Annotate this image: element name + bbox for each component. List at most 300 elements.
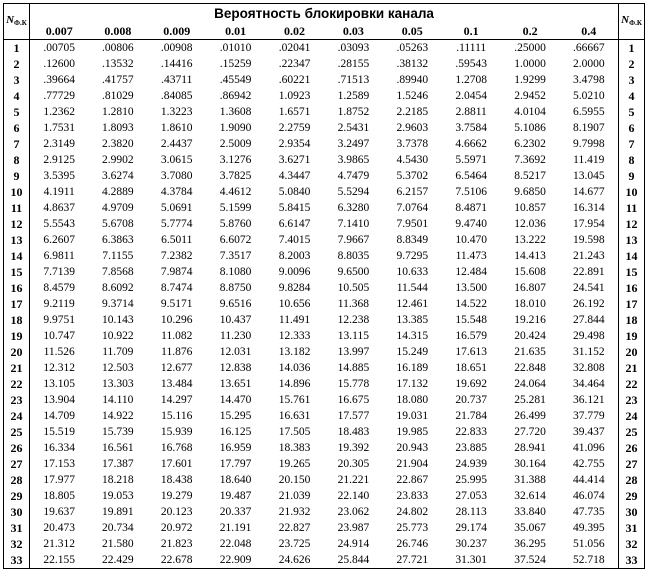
traffic-value-cell: .86942 — [219, 90, 252, 102]
traffic-value-cell: 7.1155 — [102, 250, 134, 262]
traffic-value-cell: 22.848 — [514, 362, 546, 374]
traffic-value-cell: 9.3714 — [102, 298, 134, 310]
traffic-value-cell: 9.6500 — [337, 266, 370, 278]
traffic-value-cell: .81029 — [102, 90, 134, 102]
traffic-value-cell: 23.885 — [455, 442, 487, 454]
traffic-value-cell: 17.132 — [396, 378, 429, 390]
row-index-right: 10 — [619, 184, 645, 200]
row-index-right: 28 — [619, 472, 645, 488]
traffic-value-cell: 13.484 — [160, 378, 193, 390]
traffic-value-cell: 24.939 — [455, 458, 487, 470]
traffic-value-cell: 8.1080 — [219, 266, 252, 278]
traffic-value-cell: 28.113 — [455, 506, 487, 518]
traffic-value-cell: 23.833 — [396, 490, 429, 502]
column-header-0.03: 0.03 — [324, 23, 383, 40]
row-index-left: 7 — [4, 136, 30, 152]
traffic-value-cell: 12.036 — [514, 218, 546, 230]
row-index-left: 6 — [4, 120, 30, 136]
traffic-value-cell: 14.522 — [455, 298, 487, 310]
traffic-value-cell: 49.395 — [572, 522, 605, 534]
traffic-value-cell: .00806 — [102, 42, 134, 54]
row-index-right: 25 — [619, 424, 645, 440]
column-header-0.008: 0.008 — [88, 23, 147, 40]
table-row — [4, 280, 645, 296]
traffic-value-cell: 3.6274 — [102, 170, 134, 182]
traffic-value-cell: 16.189 — [396, 362, 429, 374]
traffic-value-cell: 13.651 — [219, 378, 252, 390]
table-row — [4, 424, 645, 440]
row-index-right: 3 — [619, 72, 645, 88]
traffic-value-cell: 19.637 — [43, 506, 75, 518]
traffic-value-cell: .14416 — [160, 58, 193, 70]
row-index-left: 11 — [4, 200, 30, 216]
traffic-value-cell: 1.2589 — [337, 90, 370, 102]
traffic-value-cell: .00908 — [160, 42, 193, 54]
column-header-0.2: 0.2 — [501, 23, 560, 40]
traffic-value-cell: .71513 — [337, 74, 370, 86]
traffic-value-cell: 32.808 — [572, 362, 605, 374]
traffic-value-cell: 9.8284 — [278, 282, 311, 294]
row-index-left: 19 — [4, 328, 30, 344]
traffic-value-cell: 14.709 — [43, 410, 75, 422]
traffic-value-cell: 26.746 — [396, 538, 429, 550]
traffic-value-cell: 26.499 — [514, 410, 546, 422]
traffic-value-cell: 19.279 — [160, 490, 193, 502]
traffic-value-cell: 23.725 — [278, 538, 311, 550]
traffic-value-cell: 14.896 — [278, 378, 311, 390]
traffic-value-cell: 16.579 — [455, 330, 487, 342]
traffic-value-cell: 6.3280 — [337, 202, 370, 214]
traffic-value-cell: 22.891 — [572, 266, 605, 278]
traffic-value-cell: 24.626 — [265, 552, 324, 569]
traffic-value-cell: 20.150 — [278, 474, 311, 486]
row-index-right: 30 — [619, 504, 645, 520]
traffic-value-cell: .05263 — [396, 42, 429, 54]
row-index-left: 26 — [4, 440, 30, 456]
traffic-value-cell: 22.429 — [88, 552, 147, 569]
traffic-value-cell: .25000 — [514, 42, 546, 54]
traffic-value-cell: 9.7295 — [396, 250, 429, 262]
row-index-left: 23 — [4, 392, 30, 408]
traffic-value-cell: 11.473 — [455, 250, 487, 262]
traffic-value-cell: 2.9452 — [514, 90, 546, 102]
row-index-left: 18 — [4, 312, 30, 328]
traffic-value-cell: 27.721 — [383, 552, 442, 569]
traffic-value-cell: 11.544 — [396, 282, 428, 294]
traffic-value-cell: 11.419 — [573, 154, 605, 166]
traffic-value-cell: 1.2810 — [102, 106, 134, 118]
traffic-value-cell: 21.039 — [278, 490, 311, 502]
traffic-value-cell: 18.805 — [43, 490, 75, 502]
traffic-value-cell: 19.265 — [278, 458, 311, 470]
row-index-left: 8 — [4, 152, 30, 168]
traffic-value-cell: 18.010 — [514, 298, 546, 310]
traffic-value-cell: 21.221 — [337, 474, 370, 486]
traffic-value-cell: 14.677 — [572, 186, 605, 198]
traffic-value-cell: 1.5246 — [396, 90, 429, 102]
table-title: Вероятность блокировки канала — [30, 4, 619, 24]
traffic-value-cell: 24.914 — [337, 538, 370, 550]
traffic-value-cell: 21.784 — [455, 410, 487, 422]
traffic-value-cell: 3.2497 — [337, 138, 370, 150]
traffic-value-cell: 2.5431 — [337, 122, 370, 134]
traffic-value-cell: 6.2607 — [43, 234, 75, 246]
traffic-value-cell: 6.2302 — [514, 138, 546, 150]
traffic-value-cell: 18.483 — [337, 426, 370, 438]
traffic-value-cell: 15.548 — [455, 314, 487, 326]
traffic-value-cell: 20.305 — [337, 458, 370, 470]
table-row — [4, 296, 645, 312]
traffic-value-cell: 17.153 — [43, 458, 75, 470]
traffic-value-cell: 24.064 — [514, 378, 546, 390]
row-index-left: 17 — [4, 296, 30, 312]
traffic-value-cell: 17.387 — [102, 458, 134, 470]
traffic-value-cell: 6.9811 — [43, 250, 75, 262]
traffic-value-cell: 5.1086 — [514, 122, 546, 134]
traffic-value-cell: 19.216 — [514, 314, 546, 326]
table-row — [4, 216, 645, 232]
row-index-right: 17 — [619, 296, 645, 312]
traffic-value-cell: 30.237 — [455, 538, 487, 550]
traffic-value-cell: 15.608 — [514, 266, 546, 278]
traffic-value-cell: 21.635 — [514, 346, 546, 358]
traffic-value-cell: 34.464 — [572, 378, 605, 390]
traffic-value-cell: 15.939 — [160, 426, 193, 438]
table-row — [4, 72, 645, 88]
traffic-value-cell: .13532 — [102, 58, 134, 70]
traffic-value-cell: 22.827 — [278, 522, 311, 534]
traffic-value-cell: 36.121 — [572, 394, 605, 406]
traffic-value-cell: 2.0000 — [572, 58, 605, 70]
row-index-left: 32 — [4, 536, 30, 552]
traffic-value-cell: 16.631 — [278, 410, 311, 422]
traffic-value-cell: 5.6708 — [102, 218, 134, 230]
traffic-value-cell: 8.8750 — [219, 282, 252, 294]
traffic-value-cell: 7.4015 — [278, 234, 311, 246]
row-index-left: 25 — [4, 424, 30, 440]
traffic-value-cell: 20.943 — [396, 442, 429, 454]
row-index-left: 16 — [4, 280, 30, 296]
traffic-value-cell: 6.6072 — [219, 234, 252, 246]
row-index-left: 5 — [4, 104, 30, 120]
traffic-value-cell: 7.8568 — [102, 266, 134, 278]
traffic-value-cell: 9.4740 — [455, 218, 487, 230]
traffic-value-cell: 13.904 — [43, 394, 75, 406]
traffic-value-cell: 18.383 — [278, 442, 311, 454]
table-row — [4, 376, 645, 392]
traffic-value-cell: 15.295 — [219, 410, 252, 422]
traffic-value-cell: 2.5009 — [219, 138, 252, 150]
traffic-value-cell: 13.115 — [337, 330, 369, 342]
traffic-value-cell: 27.844 — [572, 314, 605, 326]
traffic-value-cell: 8.4579 — [43, 282, 75, 294]
traffic-value-cell: 22.048 — [219, 538, 252, 550]
traffic-value-cell: 19.891 — [102, 506, 134, 518]
traffic-value-cell: 1.6571 — [278, 106, 311, 118]
row-index-left: 14 — [4, 248, 30, 264]
table-row — [4, 504, 645, 520]
traffic-value-cell: 27.053 — [455, 490, 487, 502]
traffic-value-cell: 1.3608 — [219, 106, 252, 118]
row-index-right: 9 — [619, 168, 645, 184]
traffic-value-cell: 21.312 — [43, 538, 75, 550]
traffic-value-cell: 4.7479 — [337, 170, 370, 182]
traffic-value-cell: .28155 — [337, 58, 370, 70]
traffic-value-cell: 19.053 — [102, 490, 134, 502]
traffic-value-cell: 12.503 — [102, 362, 134, 374]
traffic-value-cell: 25.995 — [455, 474, 487, 486]
traffic-value-cell: 1.8093 — [102, 122, 134, 134]
traffic-value-cell: 10.922 — [102, 330, 134, 342]
traffic-value-cell: 12.312 — [43, 362, 75, 374]
traffic-value-cell: 2.3149 — [43, 138, 75, 150]
row-index-left: 33 — [4, 552, 30, 569]
traffic-value-cell: .66667 — [572, 42, 605, 54]
traffic-value-cell: 4.4612 — [219, 186, 252, 198]
traffic-value-cell: 27.720 — [514, 426, 546, 438]
traffic-value-cell: 42.755 — [572, 458, 605, 470]
traffic-value-cell: 5.1599 — [219, 202, 252, 214]
row-index-right: 11 — [619, 200, 645, 216]
traffic-value-cell: 8.8349 — [396, 234, 429, 246]
table-row — [4, 440, 645, 456]
traffic-value-cell: 19.487 — [219, 490, 252, 502]
traffic-value-cell: 11.491 — [278, 314, 311, 326]
row-index-left: 22 — [4, 376, 30, 392]
table-row — [4, 536, 645, 552]
row-index-right: 13 — [619, 232, 645, 248]
traffic-value-cell: 15.761 — [278, 394, 311, 406]
traffic-value-cell: 20.337 — [219, 506, 252, 518]
traffic-value-cell: 1.2708 — [455, 74, 487, 86]
row-index-right: 21 — [619, 360, 645, 376]
traffic-value-cell: 7.5106 — [455, 186, 487, 198]
traffic-value-cell: 5.5294 — [337, 186, 370, 198]
traffic-value-cell: 2.4437 — [160, 138, 193, 150]
table-row — [4, 408, 645, 424]
traffic-value-cell: 3.1276 — [219, 154, 252, 166]
traffic-value-cell: .38132 — [396, 58, 429, 70]
traffic-value-cell: 9.2119 — [43, 298, 75, 310]
traffic-value-cell: 18.218 — [102, 474, 134, 486]
row-index-left: 1 — [4, 40, 30, 57]
traffic-value-cell: 7.0764 — [396, 202, 429, 214]
right-channel-count-header: $N_{Ф.К}$ — [619, 4, 645, 40]
column-header-0.007: 0.007 — [30, 23, 89, 40]
traffic-value-cell: 6.6147 — [278, 218, 311, 230]
traffic-value-cell: 1.9090 — [219, 122, 252, 134]
row-index-right: 19 — [619, 328, 645, 344]
table-row — [4, 56, 645, 72]
traffic-value-cell: 24.541 — [572, 282, 605, 294]
traffic-value-cell: 1.0000 — [514, 58, 546, 70]
traffic-value-cell: 15.778 — [337, 378, 370, 390]
traffic-value-cell: 3.7825 — [219, 170, 252, 182]
row-index-right: 32 — [619, 536, 645, 552]
traffic-value-cell: 14.315 — [396, 330, 429, 342]
traffic-value-cell: 33.840 — [514, 506, 546, 518]
traffic-value-cell: 37.779 — [572, 410, 605, 422]
traffic-value-cell: 20.734 — [102, 522, 134, 534]
traffic-value-cell: 6.5464 — [455, 170, 487, 182]
traffic-value-cell: 4.0104 — [514, 106, 546, 118]
traffic-value-cell: 7.3692 — [514, 154, 546, 166]
traffic-value-cell: 13.105 — [43, 378, 75, 390]
traffic-value-cell: 12.031 — [219, 346, 252, 358]
traffic-value-cell: 14.297 — [160, 394, 193, 406]
traffic-value-cell: 10.437 — [219, 314, 252, 326]
table-row — [4, 488, 645, 504]
traffic-value-cell: 5.8415 — [278, 202, 311, 214]
table-row — [4, 200, 645, 216]
traffic-value-cell: 16.768 — [160, 442, 193, 454]
traffic-value-cell: 15.739 — [102, 426, 134, 438]
traffic-value-cell: 1.8610 — [160, 122, 193, 134]
row-index-left: 4 — [4, 88, 30, 104]
traffic-value-cell: .39664 — [43, 74, 75, 86]
row-index-left: 20 — [4, 344, 30, 360]
traffic-value-cell: 9.6516 — [219, 298, 252, 310]
table-row — [4, 88, 645, 104]
table-row — [4, 168, 645, 184]
traffic-value-cell: 7.1410 — [337, 218, 370, 230]
traffic-value-cell: 30.164 — [514, 458, 546, 470]
traffic-value-cell: 8.4871 — [455, 202, 487, 214]
traffic-value-cell: 4.1911 — [43, 186, 75, 198]
traffic-value-cell: 10.296 — [160, 314, 193, 326]
row-index-right: 16 — [619, 280, 645, 296]
traffic-value-cell: 29.174 — [455, 522, 487, 534]
traffic-value-cell: 11.876 — [161, 346, 193, 358]
traffic-value-cell: .12600 — [43, 58, 75, 70]
table-row — [4, 472, 645, 488]
column-header-0.01: 0.01 — [206, 23, 265, 40]
traffic-value-cell: 20.424 — [514, 330, 546, 342]
row-index-left: 12 — [4, 216, 30, 232]
row-index-right: 33 — [619, 552, 645, 569]
traffic-value-cell: 6.5011 — [161, 234, 193, 246]
traffic-value-cell: 12.238 — [337, 314, 370, 326]
traffic-value-cell: 2.9902 — [102, 154, 134, 166]
traffic-value-cell: 14.922 — [102, 410, 134, 422]
row-index-left: 24 — [4, 408, 30, 424]
traffic-value-cell: 10.143 — [102, 314, 134, 326]
traffic-value-cell: 19.692 — [455, 378, 487, 390]
traffic-value-cell: 22.678 — [147, 552, 206, 569]
traffic-value-cell: .41757 — [102, 74, 134, 86]
traffic-value-cell: 36.295 — [514, 538, 546, 550]
traffic-value-cell: 14.885 — [337, 362, 370, 374]
row-index-left: 9 — [4, 168, 30, 184]
row-index-right: 27 — [619, 456, 645, 472]
traffic-value-cell: 2.0454 — [455, 90, 487, 102]
traffic-value-cell: 2.9354 — [278, 138, 311, 150]
traffic-value-cell: 22.140 — [337, 490, 370, 502]
row-index-right: 18 — [619, 312, 645, 328]
traffic-value-cell: .02041 — [278, 42, 311, 54]
traffic-value-cell: 3.6271 — [278, 154, 311, 166]
traffic-value-cell: 7.9501 — [396, 218, 429, 230]
traffic-value-cell: 16.334 — [43, 442, 75, 454]
traffic-value-cell: 21.191 — [219, 522, 252, 534]
row-index-right: 6 — [619, 120, 645, 136]
traffic-value-cell: 3.7378 — [396, 138, 429, 150]
traffic-value-cell: 18.438 — [160, 474, 193, 486]
traffic-value-cell: 11.709 — [102, 346, 134, 358]
traffic-value-cell: 52.718 — [560, 552, 619, 569]
traffic-value-cell: 35.067 — [514, 522, 546, 534]
traffic-value-cell: 22.833 — [455, 426, 487, 438]
traffic-value-cell: 20.473 — [43, 522, 75, 534]
traffic-value-cell: .45549 — [219, 74, 252, 86]
traffic-value-cell: 1.9299 — [514, 74, 546, 86]
traffic-value-cell: 23.987 — [337, 522, 370, 534]
traffic-value-cell: 3.7080 — [160, 170, 193, 182]
traffic-value-cell: 5.8760 — [219, 218, 252, 230]
traffic-value-cell: .00705 — [43, 42, 75, 54]
traffic-value-cell: 12.838 — [219, 362, 252, 374]
traffic-value-cell: 4.3784 — [160, 186, 193, 198]
traffic-value-cell: 18.651 — [455, 362, 487, 374]
traffic-value-cell: 11.082 — [161, 330, 193, 342]
traffic-value-cell: 10.633 — [396, 266, 429, 278]
traffic-value-cell: 31.152 — [572, 346, 605, 358]
traffic-value-cell: 15.116 — [161, 410, 193, 422]
table-row — [4, 264, 645, 280]
row-index-right: 14 — [619, 248, 645, 264]
row-index-left: 30 — [4, 504, 30, 520]
traffic-value-cell: 17.505 — [278, 426, 311, 438]
traffic-value-cell: 13.222 — [514, 234, 546, 246]
traffic-value-cell: 14.036 — [278, 362, 311, 374]
left-channel-count-header: $N_{Ф.К}$ — [4, 4, 30, 40]
traffic-value-cell: 10.470 — [455, 234, 487, 246]
traffic-value-cell: 6.3863 — [102, 234, 134, 246]
traffic-value-cell: 11.526 — [43, 346, 75, 358]
traffic-value-cell: 17.577 — [337, 410, 370, 422]
traffic-value-cell: 4.2889 — [102, 186, 134, 198]
row-index-right: 7 — [619, 136, 645, 152]
traffic-value-cell: 11.230 — [220, 330, 252, 342]
traffic-value-cell: 32.614 — [514, 490, 546, 502]
traffic-value-cell: 8.8035 — [337, 250, 370, 262]
traffic-value-cell: .89940 — [396, 74, 429, 86]
traffic-value-cell: 15.249 — [396, 346, 429, 358]
traffic-value-cell: 17.613 — [455, 346, 487, 358]
traffic-value-cell: .84085 — [160, 90, 193, 102]
traffic-value-cell: 12.484 — [455, 266, 487, 278]
traffic-value-cell: 1.0923 — [278, 90, 311, 102]
row-index-right: 24 — [619, 408, 645, 424]
table-row — [4, 520, 645, 536]
traffic-value-cell: 5.0840 — [278, 186, 311, 198]
traffic-value-cell: 2.3820 — [102, 138, 134, 150]
traffic-value-cell: 3.4798 — [572, 74, 605, 86]
erlang-table-container — [3, 3, 645, 569]
traffic-value-cell: 4.6662 — [455, 138, 487, 150]
traffic-value-cell: 9.0096 — [278, 266, 311, 278]
traffic-value-cell: 21.243 — [572, 250, 605, 262]
traffic-value-cell: 21.823 — [160, 538, 193, 550]
traffic-value-cell: 2.8811 — [455, 106, 487, 118]
traffic-value-cell: 9.5171 — [160, 298, 193, 310]
traffic-value-cell: .22347 — [278, 58, 311, 70]
traffic-value-cell: 20.123 — [160, 506, 193, 518]
traffic-value-cell: 25.773 — [396, 522, 429, 534]
row-index-right: 31 — [619, 520, 645, 536]
table-row — [4, 552, 645, 569]
traffic-value-cell: 3.9865 — [337, 154, 370, 166]
